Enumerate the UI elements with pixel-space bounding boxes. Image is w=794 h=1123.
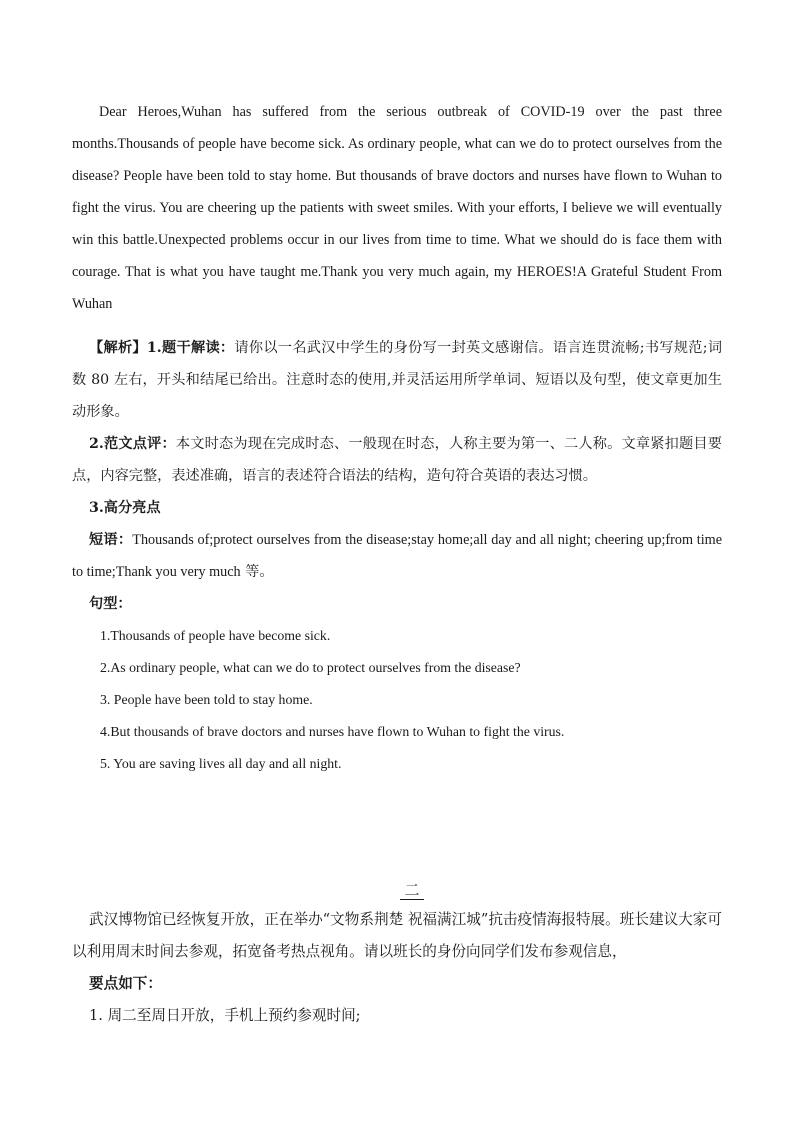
analysis-intro-text: 请你以一名武汉中学生的身份写一封英文感谢信。语言连贯流畅;书写规范;词数 80 左右，开头和结尾已给出。注意时态的使用,并灵活运用所学单词、短语以及句型，使文章更加生动形象。 bbox=[72, 340, 723, 420]
highlights-heading: 3.高分亮点 bbox=[89, 500, 161, 516]
review-paragraph bbox=[72, 428, 722, 492]
task-section bbox=[72, 904, 722, 1032]
sentence-item: 2.As ordinary people, what can we do to protect ourselves from the disease? bbox=[100, 660, 521, 675]
phrases-label: 短语： bbox=[89, 532, 133, 548]
analysis-section bbox=[72, 332, 722, 780]
review-text: 本文时态为现在完成时态、一般现在时态，人称主要为第一、二人称。文章紧扣题目要点，内容完整，表述准确，语言的表述符合语法的结构，造句符合英语的表达习惯。 bbox=[72, 436, 722, 484]
sentences-label: 句型： bbox=[89, 596, 132, 612]
section-number-text: 二 bbox=[400, 881, 423, 900]
analysis-intro bbox=[72, 332, 722, 428]
sample-letter: Dear Heroes,Wuhan has suffered from the serious outbreak of COVID-19 over the past three months.Thousands of people have become sick. As ordinary people, what can we do to protect ourselves from the disease? People have been told to stay home. But thousands of brave doctors and nurses have flown to Wuhan to fight the virus. You are cheering up the patients with sweet smiles. With your efforts, I believe we will eventually win this battle.Unexpected problems occur in our lives from time to time. What we should do is face them with courage. That is what you have taught me.Thank you very much again, my HEROES!A Grateful Student From Wuhan bbox=[72, 104, 722, 312]
point-item: 1. 周二至周日开放，手机上预约参观时间; bbox=[89, 1007, 361, 1024]
task-intro: 武汉博物馆已经恢复开放，正在举办“文物系荆楚 祝福满江城”抗击疫情海报特展。班长建议大家可以利用周末时间去参观，拓宽备考热点视角。请以班长的身份向同学们发布参观信息， bbox=[72, 911, 722, 960]
sentence-item: 4.But thousands of brave doctors and nurses have flown to Wuhan to fight the virus. bbox=[100, 724, 565, 739]
points-heading: 要点如下： bbox=[89, 975, 162, 992]
phrases-paragraph bbox=[72, 524, 722, 588]
analysis-heading: 【解析】1.题干解读： bbox=[89, 340, 235, 356]
sentence-item: 5. You are saving lives all day and all night. bbox=[100, 756, 342, 771]
phrases-text: Thousands of;protect ourselves from the disease;stay home;all day and all night; cheering up;from time to time;Thank you very much bbox=[72, 532, 722, 580]
phrases-suffix: 等。 bbox=[240, 564, 274, 580]
sentence-list bbox=[72, 620, 722, 780]
section-number bbox=[72, 878, 752, 902]
review-heading: 2.范文点评： bbox=[89, 436, 176, 452]
document-page bbox=[72, 96, 723, 1024]
sentence-item: 1.Thousands of people have become sick. bbox=[100, 628, 331, 643]
sentence-item: 3. People have been told to stay home. bbox=[100, 692, 313, 707]
